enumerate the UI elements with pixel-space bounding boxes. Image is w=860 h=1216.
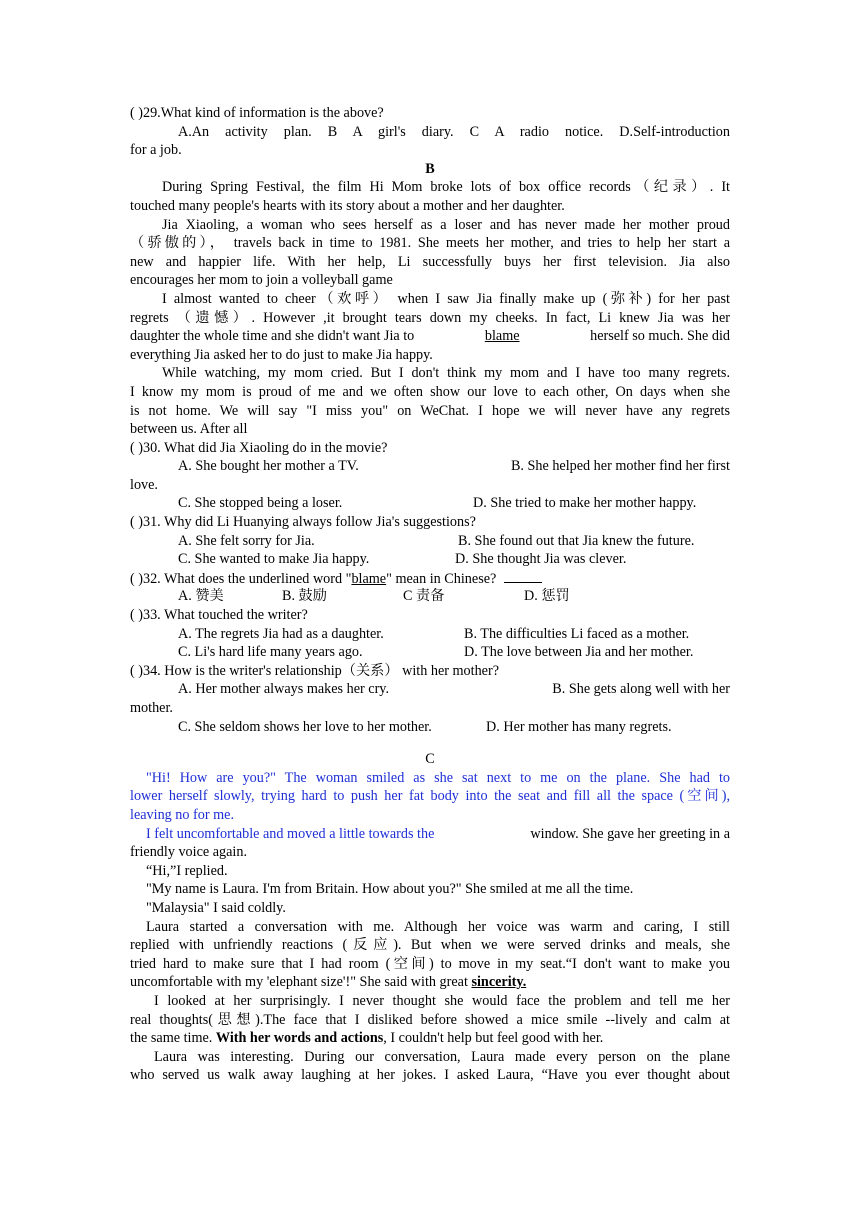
underlined-word-sincerity: sincerity. bbox=[471, 974, 527, 991]
passage-c-p7-l2: real thoughts(思想).The face that I disliked before showed a mice smile --lively and calm at bbox=[130, 1011, 730, 1028]
passage-c-p2-blue: I felt uncomfortable and moved a little towards the bbox=[146, 825, 435, 842]
option-33b: B. The difficulties Li faced as a mother. bbox=[464, 625, 690, 642]
passage-b-p2-l4: encourages her mom to join a volleyball game bbox=[130, 272, 393, 289]
option-30b: B. She helped her mother find her first bbox=[510, 458, 730, 475]
question-29-options: A.An activity plan. B A girl's diary. C A radio notice. D.Self-introduction bbox=[178, 123, 730, 140]
option-34d: D. Her mother has many regrets. bbox=[486, 718, 672, 735]
question-29: ( )29.What kind of information is the above? bbox=[130, 105, 384, 121]
option-30d: D. She tried to make her mother happy. bbox=[473, 495, 697, 512]
passage-c-p2-black: window. She gave her greeting in a bbox=[530, 825, 730, 842]
option-34c: C. She seldom shows her love to her mother. bbox=[178, 718, 432, 735]
question-33: ( )33. What touched the writer? bbox=[130, 607, 308, 624]
question-32-stem-b: " mean in Chinese? bbox=[386, 570, 497, 587]
passage-c-p1-l1: "Hi! How are you?" The woman smiled as she sat next to me on the plane. She had to bbox=[146, 769, 730, 786]
passage-c-p7-l3-b: , I couldn't help but feel good with her. bbox=[383, 1030, 604, 1047]
spacer bbox=[130, 736, 730, 750]
passage-b-p3-l3 bbox=[130, 327, 730, 346]
passage-c-p5: "Malaysia" I said coldly. bbox=[146, 899, 286, 916]
passage-c-p6-l4 bbox=[130, 973, 730, 992]
passage-c-p8-l2: who served us walk away laughing at her jokes. I asked Laura, “Have you ever thought about bbox=[130, 1067, 730, 1084]
option-33c: C. Li's hard life many years ago. bbox=[178, 644, 363, 661]
option-31b: B. She found out that Jia knew the future. bbox=[458, 532, 695, 549]
passage-b-p4-l3: is not home. We will say "I miss you" on WeChat. I hope we will never have any regrets bbox=[130, 402, 730, 419]
document-page bbox=[130, 104, 730, 1085]
passage-c-p6-l2: replied with unfriendly reactions (反应). But when we were served drinks and meals, she bbox=[130, 937, 730, 954]
passage-b-p3-l3-b: herself so much. She did bbox=[590, 328, 730, 345]
option-34b-cont: mother. bbox=[130, 700, 173, 716]
passage-b-p4-l2: I know my mom is proud of me and we often show our love to each other, On days when she bbox=[130, 383, 730, 400]
option-34b: B. She gets along well with her bbox=[552, 681, 730, 698]
question-34: ( )34. How is the writer's relationship（关系） with her mother? bbox=[130, 662, 499, 679]
passage-c-p1-l2: lower herself slowly, trying hard to push her fat body into the seat and fill all the space (空间), bbox=[130, 788, 730, 805]
underlined-word-blame: blame bbox=[484, 328, 520, 345]
passage-c-p3: “Hi,”I replied. bbox=[146, 862, 228, 879]
question-32-word: blame bbox=[351, 570, 387, 587]
question-30-options-ab bbox=[130, 457, 730, 476]
option-30b-cont: love. bbox=[130, 476, 158, 493]
section-c-heading: C bbox=[425, 751, 435, 768]
passage-c-p4: "My name is Laura. I'm from Britain. How about you?" She smiled at me all the time. bbox=[146, 881, 634, 898]
option-30c: C. She stopped being a loser. bbox=[178, 495, 343, 512]
passage-c-p2-l1 bbox=[130, 825, 730, 844]
option-32c: C 责备 bbox=[403, 588, 445, 605]
question-29-options-cont: for a job. bbox=[130, 142, 182, 159]
passage-c-p7-l1: I looked at her surprisingly. I never thought she would face the problem and tell me her bbox=[154, 992, 730, 1009]
passage-b-p1-l2: touched many people's hearts with its story about a mother and her daughter. bbox=[130, 197, 565, 214]
passage-c-p6-l4-text: uncomfortable with my 'elephant size'!" She said with great bbox=[130, 974, 472, 991]
option-33a: A. The regrets Jia had as a daughter. bbox=[178, 625, 384, 642]
option-30a: A. She bought her mother a TV. bbox=[178, 458, 359, 475]
passage-b-p4-l1: While watching, my mom cried. But I don't think my mom and I have too many regrets. bbox=[162, 365, 730, 382]
question-31: ( )31. Why did Li Huanying always follow Jia's suggestions? bbox=[130, 514, 476, 531]
passage-b-p2-l3: new and happier life. With her help, Li successfully buys her first television. Jia also bbox=[130, 253, 730, 270]
option-31d: D. She thought Jia was clever. bbox=[455, 551, 627, 568]
question-31-options-cd bbox=[130, 550, 730, 569]
question-30-options-cd bbox=[130, 494, 730, 513]
passage-c-p7-l3-a: the same time. bbox=[130, 1030, 216, 1047]
passage-c-p2-l2: friendly voice again. bbox=[130, 844, 247, 861]
passage-c-p8-l1: Laura was interesting. During our conversation, Laura made every person on the plane bbox=[154, 1048, 730, 1065]
option-32d: D. 惩罚 bbox=[524, 588, 570, 605]
passage-b-p3-l1: I almost wanted to cheer（欢呼） when I saw Jia finally make up (弥补) for her past bbox=[162, 290, 730, 307]
passage-b-p3-l3-a: daughter the whole time and she didn't want Jia to bbox=[130, 328, 415, 345]
question-32-stem-a: ( )32. What does the underlined word " bbox=[130, 570, 352, 587]
passage-c-p1-l3: leaving no for me. bbox=[130, 806, 235, 823]
question-33-options-ab bbox=[130, 625, 730, 644]
question-32 bbox=[130, 569, 730, 588]
option-32a: A. 赞美 bbox=[178, 588, 224, 605]
passage-b-p4-l4: between us. After all bbox=[130, 421, 248, 438]
option-31c: C. She wanted to make Jia happy. bbox=[178, 551, 370, 568]
option-34a: A. Her mother always makes her cry. bbox=[178, 681, 390, 698]
question-31-options-ab bbox=[130, 532, 730, 551]
question-33-options-cd bbox=[130, 643, 730, 662]
passage-b-p2-l2: （骄傲的）， travels back in time to 1981. She meets her mother, and tries to help her start a bbox=[130, 235, 730, 252]
question-32-options bbox=[130, 587, 730, 606]
passage-c-p6-l3: tried hard to make sure that I had room (空间) to move in my seat.“I don't want to make you bbox=[130, 955, 730, 972]
passage-b-p1-l1: During Spring Festival, the film Hi Mom broke lots of box office records（纪录）. It bbox=[162, 179, 730, 196]
passage-b-p2-l1: Jia Xiaoling, a woman who sees herself as a loser and has never made her mother proud bbox=[162, 216, 730, 233]
passage-c-p6-l1: Laura started a conversation with me. Although her voice was warm and caring, I still bbox=[146, 918, 730, 935]
option-32b: B. 鼓励 bbox=[282, 588, 327, 605]
option-31a: A. She felt sorry for Jia. bbox=[178, 532, 315, 549]
section-b-heading: B bbox=[425, 160, 435, 177]
bold-phrase: With her words and actions bbox=[215, 1030, 384, 1047]
question-34-options-cd bbox=[130, 718, 730, 737]
passage-c-p7-l3 bbox=[130, 1029, 730, 1048]
question-30: ( )30. What did Jia Xiaoling do in the movie? bbox=[130, 439, 388, 456]
passage-b-p3-l4: everything Jia asked her to do just to make Jia happy. bbox=[130, 346, 433, 363]
option-33d: D. The love between Jia and her mother. bbox=[464, 644, 694, 661]
passage-b-p3-l2: regrets （遗憾）. However ,it brought tears down my cheeks. In fact, Li knew Jia was her bbox=[130, 309, 730, 326]
question-34-options-ab bbox=[130, 680, 730, 699]
answer-blank-line bbox=[504, 569, 542, 583]
